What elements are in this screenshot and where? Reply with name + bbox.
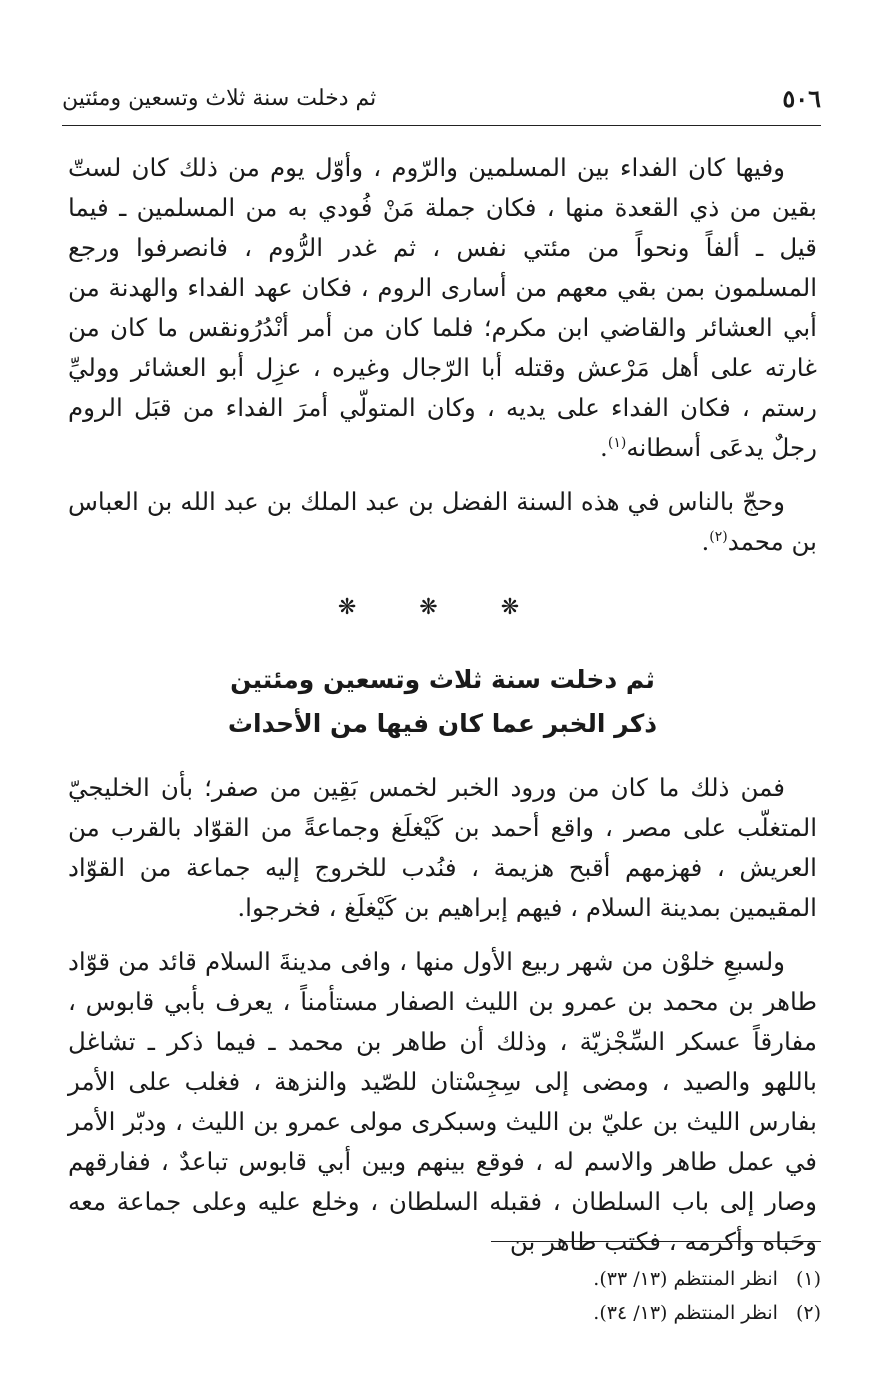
section-subtitle: ذكر الخبر عما كان فيها من الأحداث — [227, 709, 658, 738]
paragraph — [68, 148, 817, 468]
running-header — [62, 78, 821, 118]
footnote-text: انظر المنتظم (١٣/ ٣٤). — [593, 1302, 778, 1324]
footnote-number: (٢) — [795, 1302, 821, 1324]
page-number: ٥٠٦ — [782, 83, 821, 113]
header-divider — [62, 125, 821, 126]
main-text — [68, 148, 817, 1276]
footnotes — [68, 1262, 821, 1330]
section-separator: ❋ ❋ ❋ — [337, 595, 548, 620]
footnote-text: انظر المنتظم (١٣/ ٣٣). — [593, 1268, 778, 1290]
paragraph-text: وفيها كان الفداء بين المسلمين والرّوم ، وأوّل يوم من ذلك كان لستّ بقين من ذي القعدة منها ، فكان جملة مَنْ فُودي به من المسلمين ـ فيما قيل ـ ألفاً ونحواً من مئتي نفس ، ثم غدر الرُّوم ، فانصرفوا ورجع المسلمون بمن بقي معهم من أسارى الروم ، فكان عهد الفداء والهدنة من أبي العشائر والقاضي ابن مكرم؛ فلما كان من أمر أنْدُرُونقس ما كان من غارته على أهل مَرْعش وقتله أبا الرّجال وغيره ، عزِل أبو العشائر ووليِّ رستم ، فكان الفداء على يديه ، وكان المتولّي أمرَ الفداء من قبَل الروم رجلٌ يدعَى أسطانه — [68, 153, 817, 462]
paragraph-end: . — [701, 527, 710, 556]
paragraph: ولسبعِ خلوْن من شهر ربيع الأول منها ، وافى مدينةَ السلام قائد من قوّاد طاهر بن محمد بن عمرو بن الليث الصفار مستأمناً ، يعرف بأبي قابوس ، مفارقاً عسكر السِّجْزيّة ، وذلك أن طاهر بن محمد ـ فيما ذكر ـ تشاغل باللهو والصيد ، ومضى إلى سِجِسْتان للصّيد والنزهة ، فغلب على الأمر بفارس الليث بن عليّ بن الليث وسبكرى مولى عمرو بن الليث ، ودبّر الأمر في عمل طاهر والاسم له ، فوقع بينهم وبين أبي قابوس تباعدٌ ، ففارقهم وصار إلى باب السلطان ، فقبله السلطان ، وخلع عليه وعلى جماعة معه وحَباه وأكرمه ، فكتب طاهر بن — [68, 947, 817, 1256]
footnote-item — [68, 1296, 821, 1330]
paragraph: فمن ذلك ما كان من ورود الخبر لخمس بَقِين من صفر؛ بأن الخليجيّ المتغلّب على مصر ، واقع أحمد بن كَيْغلَغ وجماعةً من القوّاد بالقرب من العريش ، فهزمهم أقبح هزيمة ، فنُدب للخروج إليه جماعة من القوّاد المقيمين بمدينة السلام ، فيهم إبراهيم بن كَيْغلَغ ، فخرجوا. — [68, 773, 817, 922]
footnote-item — [68, 1262, 821, 1296]
paragraph-end: . — [600, 433, 608, 462]
section-title: ثم دخلت سنة ثلاث وتسعين ومئتين — [230, 665, 655, 694]
paragraph-text: وحجّ بالناس في هذه السنة الفضل بن عبد الملك بن عبد الله بن العباس بن محمد — [68, 487, 817, 556]
footnote-divider — [491, 1241, 821, 1242]
footnote-number: (١) — [795, 1268, 821, 1290]
running-header-title: ثم دخلت سنة ثلاث وتسعين ومئتين — [62, 85, 377, 111]
footnote-ref[interactable]: (٢) — [709, 528, 728, 545]
paragraph — [68, 482, 817, 562]
footnote-ref[interactable]: (١) — [607, 434, 627, 451]
